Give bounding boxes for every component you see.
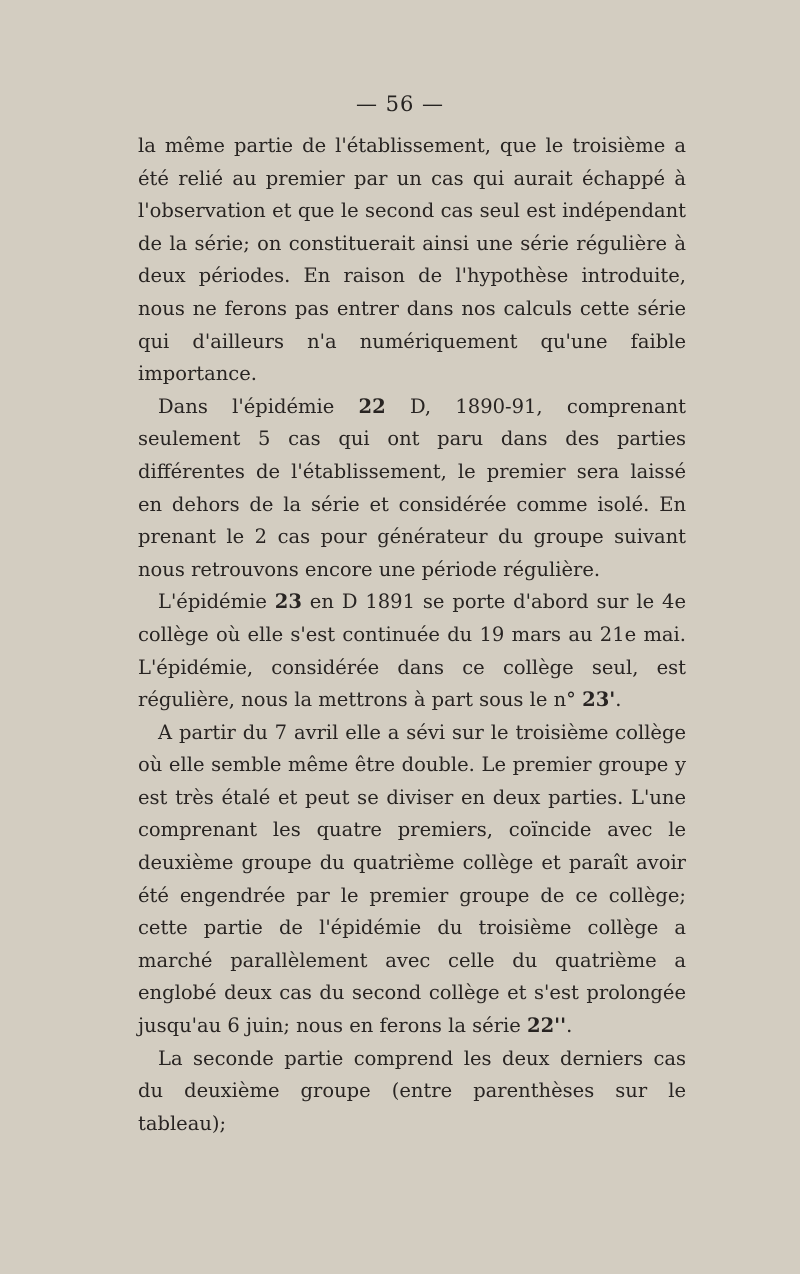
page-number: — 56 — bbox=[355, 92, 445, 116]
epidemic-series-22-double-prime: 22'' bbox=[527, 1014, 567, 1038]
paragraph-5: La seconde partie comprend les deux derniers cas du deuxième groupe (entre parenthèses sur le tableau); bbox=[138, 1046, 686, 1135]
paragraph-4 bbox=[138, 717, 686, 1043]
epidemic-number-22: 22 bbox=[358, 394, 386, 418]
paragraph-1: la même partie de l'établissement, que le troisième a été relié au premier par un cas qui aurait échappé à l'observation et que le second cas seul est indépendant de la série; on constituerait ainsi une série régulière à deux périodes. En raison de l'hypothèse introduite, nous ne ferons pas entrer dans nos calculs cette série qui d'ailleurs n'a numériquement qu'une faible importance. bbox=[138, 134, 686, 386]
epidemic-number-23: 23 bbox=[274, 590, 302, 614]
paragraph-3-text-start: L'épidémie bbox=[158, 590, 275, 614]
paragraph-4-text-start: A partir du 7 avril elle a sévi sur le troisième collège où elle semble même être double. Le premier groupe y est très étalé et peut se diviser en deux parties. L'une comprenant les quatre premiers, coïncide avec le deuxième groupe du quatrième collège et paraît avoir été engendrée par le premier groupe de ce collège; cette partie de l'épidémie du troisième collège a marché parallèlement avec celle du quatrième a englobé deux cas du second collège et s'est prolongée jusqu'au 6 juin; nous en ferons la série bbox=[138, 720, 686, 1038]
body-text bbox=[138, 130, 686, 1140]
paragraph-2-text-end: D, 1890-91, comprenant seulement 5 cas qui ont paru dans des parties différentes de l'établissement, le premier sera laissé en dehors de la série et considérée comme isolé. En prenant le 2 cas pour générateur du groupe suivant nous retrouvons encore une période régulière. bbox=[138, 394, 686, 581]
paragraph-3-text-middle: en D 1891 se porte d'abord sur le 4e collège où elle s'est continuée du 19 mars au 21e mai. L'épidémie, considérée dans ce collège seul, est régulière, nous la mettrons à part sous le n° bbox=[138, 590, 686, 712]
epidemic-number-23-prime: 23' bbox=[582, 688, 616, 712]
paragraph-2-text-start: Dans l'épidémie bbox=[158, 394, 359, 418]
paragraph-3-text-end: . bbox=[615, 688, 622, 712]
paragraph-2 bbox=[138, 391, 686, 587]
paragraph-4-text-end: . bbox=[566, 1014, 573, 1038]
paragraph-3 bbox=[138, 586, 686, 716]
